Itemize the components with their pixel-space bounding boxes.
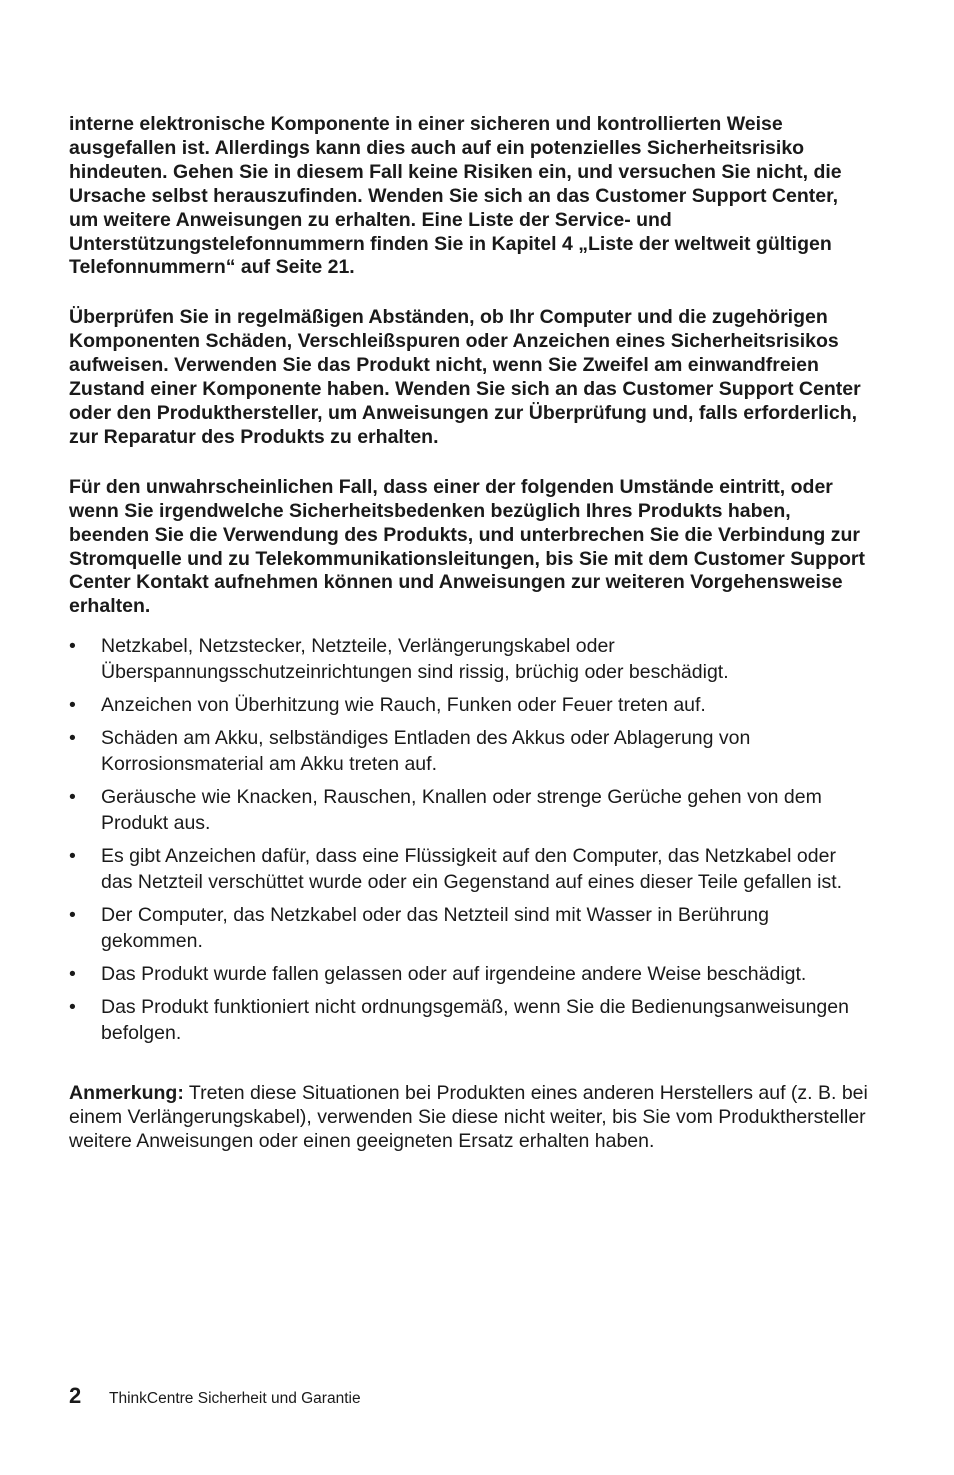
note-paragraph [69, 1082, 869, 1154]
list-item [69, 725, 869, 777]
list-item-text: Es gibt Anzeichen dafür, dass eine Flüssigkeit auf den Computer, das Netzkabel oder das Netzteil verschüttet wurde oder ein Gegenstand auf eines dieser Teile gefallen ist. [101, 845, 843, 894]
list-item [69, 902, 869, 954]
list-item-text: Geräusche wie Knacken, Rauschen, Knallen oder strenge Gerüche gehen von dem Produkt aus. [101, 786, 822, 835]
list-item [69, 692, 869, 718]
list-item-text: Anzeichen von Überhitzung wie Rauch, Funken oder Feuer treten auf. [101, 694, 706, 717]
list-item-text: Das Produkt wurde fallen gelassen oder auf irgendeine andere Weise beschädigt. [101, 963, 807, 986]
bullet-icon: • [69, 635, 76, 658]
list-item [69, 633, 869, 685]
bullet-icon: • [69, 963, 76, 986]
bullet-icon: • [69, 694, 76, 717]
page-content [69, 113, 869, 1154]
bullet-icon: • [69, 786, 76, 809]
bullet-icon: • [69, 904, 76, 927]
list-item [69, 784, 869, 836]
list-item-text: Das Produkt funktioniert nicht ordnungsgemäß, wenn Sie die Bedienungsanweisungen befolgen. [101, 996, 849, 1045]
note-text: Treten diese Situationen bei Produkten eines anderen Herstellers auf (z. B. bei einem Verlängerungskabel), verwenden Sie diese nicht weiter, bis Sie vom Produkthersteller weitere Anweisungen oder einen geeigneten Ersatz erhalten haben. [69, 1082, 868, 1153]
list-item-text: Schäden am Akku, selbständiges Entladen des Akkus oder Ablagerung von Korrosionsmaterial am Akku treten auf. [101, 727, 751, 776]
intro-paragraph: interne elektronische Komponente in einer sicheren und kontrollierten Weise ausgefallen ist. Allerdings kann dies auch auf ein potenzielles Sicherheitsrisiko hindeuten. Gehen Sie in diesem Fall keine Risiken ein, und versuchen Sie nicht, die Ursache selbst herauszufinden. Wenden Sie sich an das Customer Support Center, um weitere Anweisungen zu erhalten. Eine Liste der Service- und Unterstützungstelefonnummern finden Sie in Kapitel 4 „Liste der weltweit gültigen Telefonnummern“ auf Seite 21. [69, 113, 842, 279]
warning-list [69, 633, 869, 1046]
page-number: 2 [69, 1383, 82, 1408]
page-footer [69, 1383, 361, 1409]
bullet-icon: • [69, 727, 76, 750]
note-label: Anmerkung: [69, 1082, 184, 1105]
footer-title: ThinkCentre Sicherheit und Garantie [109, 1390, 361, 1407]
bullet-icon: • [69, 996, 76, 1019]
list-item [69, 961, 869, 987]
list-item-text: Netzkabel, Netzstecker, Netzteile, Verlängerungskabel oder Überspannungsschutzeinrichtungen sind rissig, brüchig oder beschädigt. [101, 635, 729, 684]
list-item-text: Der Computer, das Netzkabel oder das Netzteil sind mit Wasser in Berührung gekommen. [101, 904, 769, 953]
circumstances-paragraph: Für den unwahrscheinlichen Fall, dass einer der folgenden Umstände eintritt, oder wenn Sie irgendwelche Sicherheitsbedenken bezüglich Ihres Produkts haben, beenden Sie die Verwendung des Produkts, und unterbrechen Sie die Verbindung zur Stromquelle und zu Telekommunikationsleitungen, bis Sie mit dem Customer Support Center Kontakt aufnehmen können und Anweisungen zur weiteren Vorgehensweise erhalten. [69, 475, 865, 618]
bullet-icon: • [69, 845, 76, 868]
list-item [69, 843, 869, 895]
inspection-paragraph: Überprüfen Sie in regelmäßigen Abständen, ob Ihr Computer und die zugehörigen Komponenten Schäden, Verschleißspuren oder Anzeichen eines Sicherheitsrisikos aufweisen. Verwenden Sie das Produkt nicht, wenn Sie Zweifel am einwandfreien Zustand einer Komponente haben. Wenden Sie sich an das Customer Support Center oder den Produkthersteller, um Anweisungen zur Überprüfung und, falls erforderlich, zur Reparatur des Produkts zu erhalten. [69, 306, 861, 448]
list-item [69, 994, 869, 1046]
